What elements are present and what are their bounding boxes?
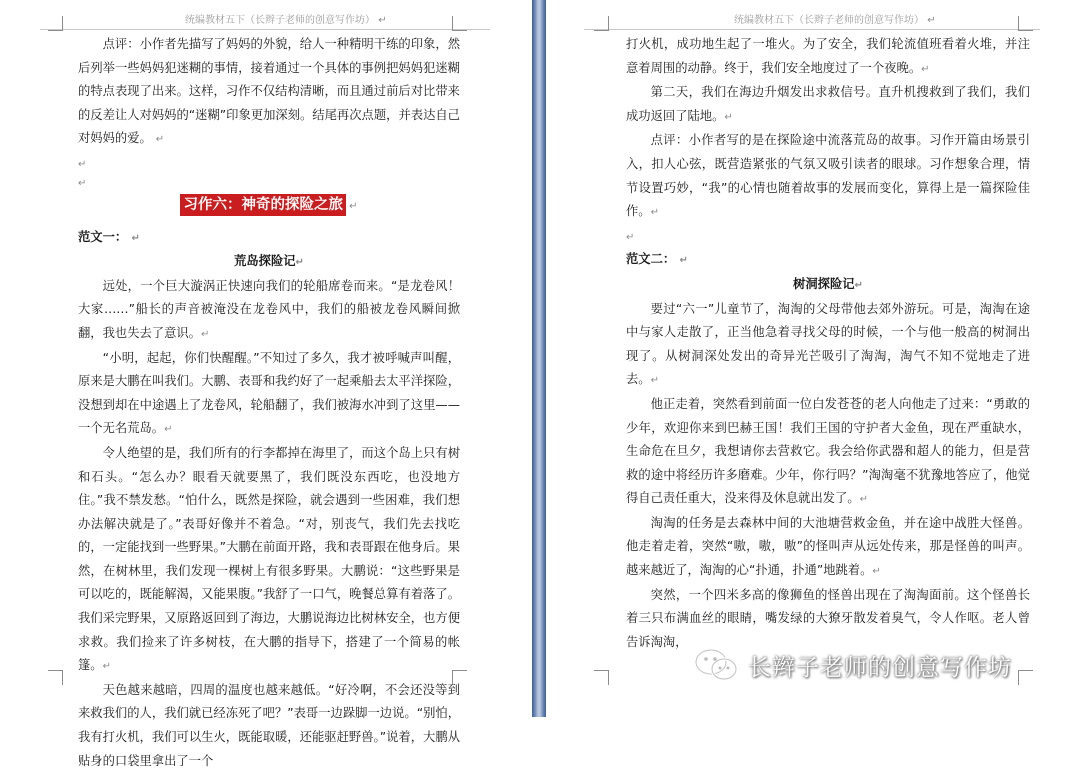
- empty-paragraph: ↵: [78, 158, 87, 170]
- crop-mark: [48, 16, 63, 31]
- essay-paragraph: 淘淘的任务是去森林中间的大池塘营救金鱼，并在途中战胜大怪兽。他走着走着，突然“嗷，嗷，嗷”的怪叫声从远处传来，那是怪兽的叫声。越来越近了，淘淘的心“扑通，扑通”地跳着。↵: [626, 515, 1030, 578]
- page-header: 统编教材五下（长辫子老师的创意写作坊） ↵: [185, 15, 387, 26]
- empty-paragraph: ↵: [626, 231, 635, 243]
- page-body[interactable]: [78, 33, 460, 773]
- page-header: 统编教材五下（长辫子老师的创意写作坊） ↵: [734, 15, 936, 26]
- comment-paragraph: 点评：小作者先描写了妈妈的外貌，给人一种精明干练的印象，然后列举一些妈妈犯迷糊的事情，接着通过一个具体的事例把妈妈犯迷糊的特点表现了出来。这样，习作不仅结构清晰，而且通过前后对比带来的反差让人对妈妈的“迷糊”印象更加深刻。结尾再次点题，并表达自己对妈妈的爱。 ↵: [78, 37, 460, 146]
- essay-paragraph: “小明，起起，你们快醒醒。”不知过了多久，我才被呼喊声叫醒，原来是大鹏在叫我们。大鹏、表哥和我约好了一起乘船去太平洋探险，没想到却在中途遇上了龙卷风，轮船翻了，我们被海水冲到了这里——一个无名荒岛。↵: [78, 350, 460, 436]
- wechat-icon: [694, 647, 740, 683]
- sample-label: 范文二： ↵: [626, 252, 688, 267]
- essay-paragraph: 第二天，我们在海边升烟发出求救信号。直升机搜救到了我们，我们成功返回了陆地。↵: [626, 85, 1030, 123]
- essay-paragraph: 令人绝望的是，我们所有的行李都掉在海里了，而这个岛上只有树和石头。“怎么办？眼看天就要黑了，我们既没东西吃，也没地方住。”我不禁发愁。“怕什么，既然是探险，就会遇到一些困难，我们想办法解决就是了。”表哥好像并不着急。“对，别丧气，我们先去找吃的，一定能找到一些野果。”大鹏在前面开路，我和表哥跟在他身后。果然，在树林里，我们发现一棵树上有很多野果。大鹏说：“这些野果是可以吃的，既能解渴，又能果腹。”我舒了一口气，晚餐总算有着落了。我们采完野果，又原路返回到了海边，大鹏说海边比树林安全，也方便求救。我们捡来了许多树枝，在大鹏的指导下，搭建了一个简易的帐篷。↵: [78, 445, 460, 673]
- empty-paragraph: ↵: [78, 177, 87, 189]
- essay-paragraph: 他正走着，突然看到前面一位白发苍苍的老人向他走了过来：“勇敢的少年，欢迎你来到巴赫王国！我们王国的守护者大金鱼，现在严重缺水，生命危在旦夕，我想请你去营救它。我会给你武器和超人的能力，但是营救的途中将经历许多磨难。少年，你行吗？”淘淘毫不犹豫地答应了，他觉得自己责任重大，没来得及休息就出发了。↵: [626, 396, 1030, 506]
- watermark: [694, 640, 1074, 690]
- essay-paragraph: 天色越来越暗，四周的温度也越来越低。“好冷啊，不会还没等到来救我们的人，我们就已经冻死了吧？”表哥一边跺脚一边说。“别怕，我有打火机，我们可以生火，既能取暖，还能驱赶野兽。”说着，大鹏从贴身的口袋里拿出了一个: [78, 682, 460, 768]
- watermark-text: 长辫子老师的创意写作坊: [748, 654, 1012, 681]
- essay-title: 荒岛探险记↵: [234, 254, 304, 269]
- comment-paragraph: 点评：小作者写的是在探险途中流落荒岛的故事。习作开篇由场景引入，扣人心弦，既营造紧张的气氛又吸引读者的眼球。习作想象合理，情节设置巧妙，“我”的心情也随着故事的发展而变化，算得上是一篇探险佳作。↵: [626, 133, 1030, 219]
- header-rule: [40, 29, 490, 30]
- crop-mark: [48, 670, 63, 685]
- essay-paragraph-continued: 打火机，成功地生起了一堆火。为了安全，我们轮流值班看着火堆，并注意着周围的动静。终于，我们安全地度过了一个夜晚。↵: [626, 37, 1030, 75]
- section-title: 习作六：神奇的探险之旅 ↵: [78, 194, 460, 220]
- page-body[interactable]: [626, 33, 1030, 654]
- essay-title: 树洞探险记↵: [793, 276, 863, 291]
- crop-mark: [1018, 16, 1033, 31]
- crop-mark: [452, 16, 467, 31]
- page-gutter: [532, 0, 546, 717]
- crop-mark: [594, 16, 609, 31]
- document-page-left: [0, 0, 532, 768]
- header-rule: [584, 29, 1040, 30]
- crop-mark: [594, 670, 609, 685]
- essay-paragraph: 远处，一个巨大漩涡正快速向我们的轮船席卷而来。“是龙卷风！大家……”船长的声音被淹没在龙卷风中，我们的船被龙卷风瞬间掀翻，我也失去了意识。↵: [78, 278, 460, 340]
- essay-paragraph: 要过“六一”儿童节了，淘淘的父母带他去郊外游玩。可是，淘淘在途中与家人走散了，正当他急着寻找父母的时候，一个与他一般高的树洞出现了。从树洞深处发出的奇异光芒吸引了淘淘，淘气不知不觉地走了进去。↵: [626, 301, 1030, 387]
- document-page-right: [546, 0, 1080, 717]
- essay-paragraph: 突然，一个四米多高的像狮鱼的怪兽出现在了淘淘面前。这个怪兽长着三只布满血丝的眼睛，嘴发绿的大獠牙散发着臭气，令人作呕。老人曾告诉淘淘，: [626, 587, 1030, 649]
- section-title-text: 习作六：神奇的探险之旅: [180, 194, 346, 216]
- sample-label: 范文一： ↵: [78, 229, 140, 244]
